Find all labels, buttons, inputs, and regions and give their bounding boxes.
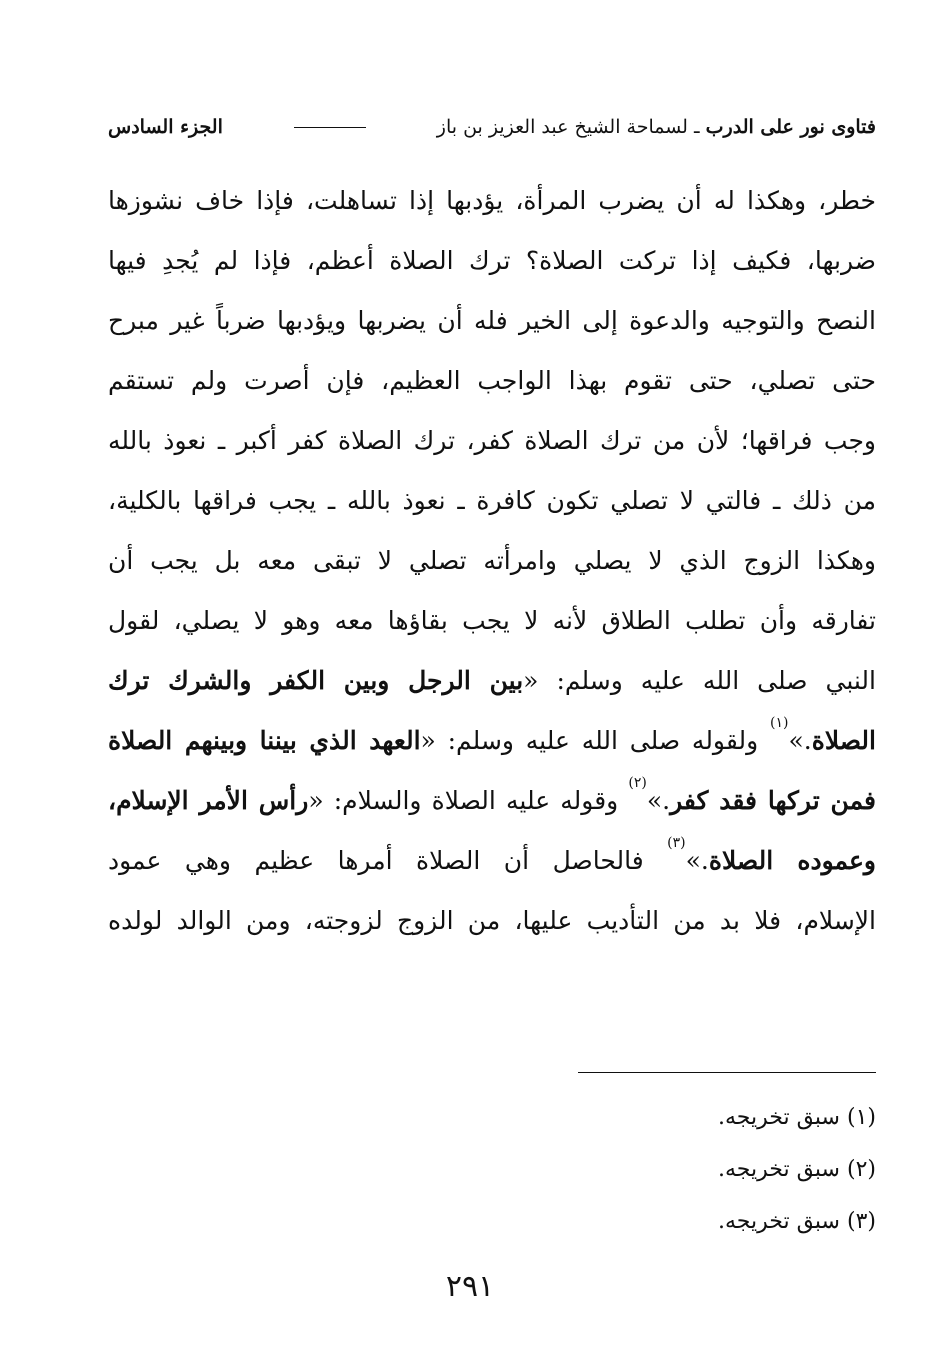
body-text: [108, 176, 876, 956]
text-line: النبي صلى الله عليه وسلم: «بين الرجل وبين الكفر والشرك ترك: [108, 666, 876, 695]
text-line: النصح والتوجيه والدعوة إلى الخير فله أن يضربها ويؤدبها ضرباً غير مبرح: [108, 306, 876, 335]
hadith-text: العهد الذي بيننا وبينهم الصلاة: [108, 726, 421, 755]
text-line: فمن تركها فقد كفر.»$^{(٢)}$ وقوله عليه الصلاة والسلام: «رأس الأمر الإسلام،: [108, 776, 876, 815]
footnote: (٣) سبق تخريجه.: [718, 1209, 876, 1234]
text-line: الإسلام، فلا بد من التأديب عليها، من الزوج لزوجته، ومن الوالد لولده: [108, 906, 876, 935]
hadith-text: فمن تركها فقد كفر: [670, 786, 876, 815]
hadith-text: الصلاة: [811, 726, 876, 755]
text-line: وعموده الصلاة.»$^{(٣)}$ فالحاصل أن الصلاة أمرها عظيم وهي عمود: [108, 836, 876, 875]
footnote-ref: (٣): [667, 836, 686, 851]
header-left-group: [437, 112, 876, 142]
header-volume: الجزء السادس: [108, 116, 223, 138]
text-line: خطر، وهكذا له أن يضرب المرأة، يؤدبها إذا تساهلت، فإذا خاف نشوزها: [108, 186, 876, 215]
hadith-text: رأس الأمر الإسلام،: [108, 786, 309, 815]
text-line: حتى تصلي، حتى تقوم بهذا الواجب العظيم، فإن أصرت ولم تستقم: [108, 366, 876, 395]
footnotes: [540, 1097, 876, 1253]
hadith-text: وعموده الصلاة: [708, 846, 876, 875]
text-line: الصلاة.»$^{(١)}$ ولقوله صلى الله عليه وسلم: «العهد الذي بيننا وبينهم الصلاة: [108, 716, 876, 755]
page-number: ٢٩١: [445, 1269, 495, 1304]
footnote: (٢) سبق تخريجه.: [718, 1157, 876, 1182]
text-line: وجب فراقها؛ لأن من ترك الصلاة كفر، ترك الصلاة كفر أكبر ـ نعوذ بالله: [108, 426, 876, 455]
footnote: (١) سبق تخريجه.: [718, 1105, 876, 1130]
footnote-separator: [578, 1072, 876, 1073]
footnote-ref: (٢): [628, 776, 647, 791]
header-rule: [294, 127, 366, 128]
header-book-title: فتاوى نور على الدرب: [705, 116, 876, 138]
hadith-text: بين الرجل وبين الكفر والشرك ترك: [108, 666, 524, 695]
running-header: [108, 112, 876, 142]
header-dash: ـ: [694, 116, 700, 138]
footnote-ref: (١): [770, 716, 789, 731]
text-line: من ذلك ـ فالتي لا تصلي تكون كافرة ـ نعوذ بالله ـ يجب فراقها بالكلية،: [108, 486, 876, 515]
header-author: لسماحة الشيخ عبد العزيز بن باز: [436, 116, 688, 138]
text-line: تفارقه وأن تطلب الطلاق لأنه لا يجب بقاؤها معه وهو لا يصلي، لقول: [108, 606, 876, 635]
text-line: ضربها، فكيف إذا تركت الصلاة؟ ترك الصلاة أعظم، فإذا لم يُجدِ فيها: [108, 246, 876, 275]
text-line: وهكذا الزوج الذي لا يصلي وامرأته تصلي لا تبقى معه بل يجب أن: [108, 546, 876, 575]
